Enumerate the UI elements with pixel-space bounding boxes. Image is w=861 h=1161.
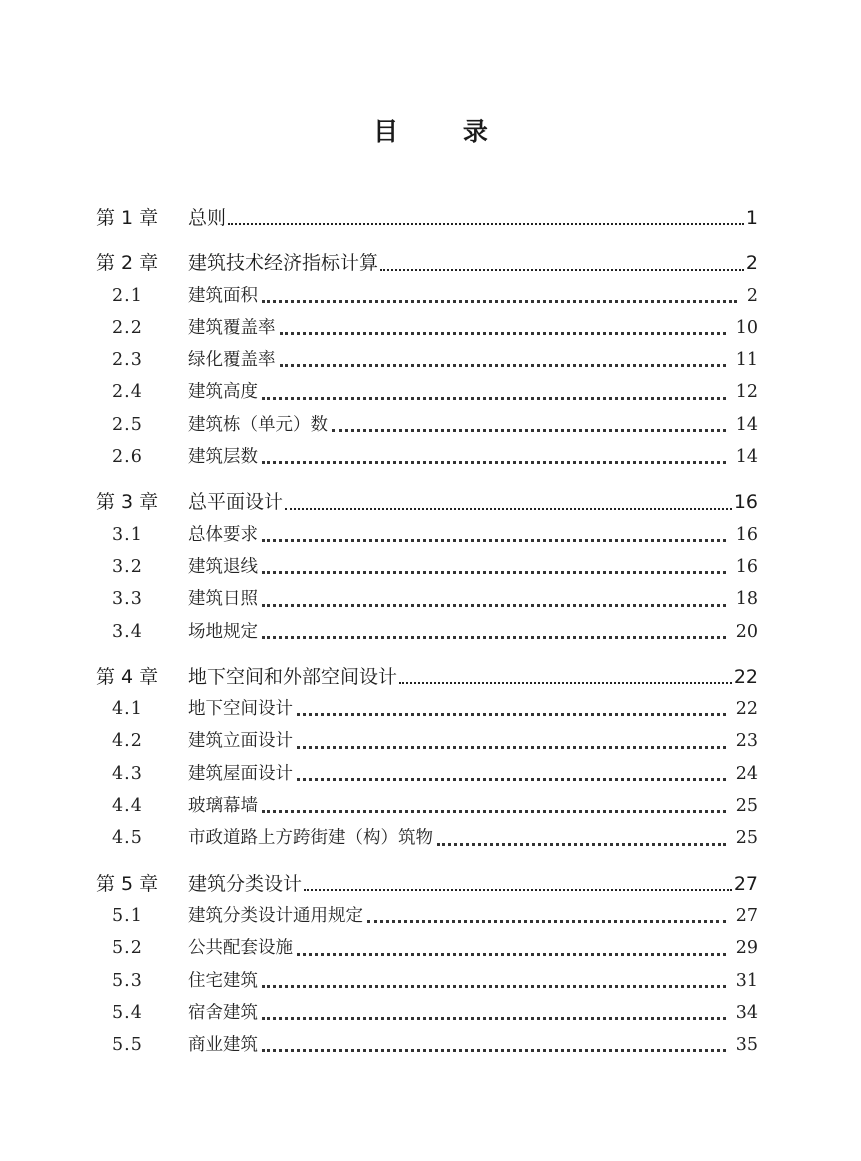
entry-title: 玻璃幕墙 <box>188 796 258 817</box>
toc-section-entry[interactable] <box>96 519 758 551</box>
section-number: 4.4 <box>112 796 143 817</box>
dot-leader <box>262 1049 726 1052</box>
toc-chapter-entry[interactable] <box>96 661 758 693</box>
section-number: 4.5 <box>112 828 143 849</box>
toc-chapter-entry[interactable] <box>96 486 758 518</box>
section-number: 2.4 <box>112 382 143 403</box>
toc-section-entry[interactable] <box>96 616 758 648</box>
page-number: 14 <box>735 414 758 435</box>
page-number: 35 <box>735 1035 758 1056</box>
page-title: 目 录 <box>373 117 516 146</box>
toc-section-entry[interactable] <box>96 280 758 312</box>
chapter-number: 第 4 章 <box>96 665 159 688</box>
section-number: 4.1 <box>112 699 143 720</box>
entry-title: 建筑技术经济指标计算 <box>188 252 379 275</box>
toc-section-entry[interactable] <box>96 1029 758 1061</box>
page-number: 27 <box>735 905 758 926</box>
section-number: 5.1 <box>112 905 143 926</box>
chapter-number: 第 1 章 <box>96 207 159 229</box>
dot-leader <box>262 1017 726 1020</box>
toc-chapter-entry[interactable] <box>96 868 758 900</box>
section-number: 2.1 <box>112 285 143 306</box>
toc-section-entry[interactable] <box>96 441 758 473</box>
section-number: 4.3 <box>112 763 143 784</box>
entry-title: 建筑日照 <box>188 589 258 610</box>
toc-section-entry[interactable] <box>96 409 758 441</box>
page-number: 34 <box>735 1002 758 1023</box>
entry-title: 建筑分类设计通用规定 <box>188 905 363 926</box>
toc-section-entry[interactable] <box>96 583 758 615</box>
dot-leader <box>367 920 726 923</box>
dot-leader <box>380 269 744 271</box>
dot-leader <box>297 778 726 781</box>
toc-section-entry[interactable] <box>96 725 758 757</box>
entry-title: 市政道路上方跨街建（构）筑物 <box>188 828 433 849</box>
section-number: 5.3 <box>112 970 143 991</box>
toc-section-entry[interactable] <box>96 312 758 344</box>
toc-section-entry[interactable] <box>96 965 758 997</box>
entry-title: 地下空间和外部空间设计 <box>188 665 398 688</box>
table-of-contents <box>96 202 758 1061</box>
page-number: 25 <box>735 828 758 849</box>
entry-title: 住宅建筑 <box>188 970 258 991</box>
section-number: 3.2 <box>112 556 143 577</box>
dot-leader <box>437 843 726 846</box>
entry-title: 建筑覆盖率 <box>188 317 276 338</box>
dot-leader <box>262 571 726 574</box>
page-number: 31 <box>735 970 758 991</box>
section-number: 5.2 <box>112 938 143 959</box>
dot-leader <box>262 636 726 639</box>
dot-leader <box>262 604 726 607</box>
toc-section-entry[interactable] <box>96 551 758 583</box>
toc-section-entry[interactable] <box>96 344 758 376</box>
section-number: 2.2 <box>112 317 143 338</box>
entry-title: 建筑栋（单元）数 <box>188 414 328 435</box>
toc-chapter-entry[interactable] <box>96 202 758 234</box>
dot-leader <box>297 746 726 749</box>
entry-title: 商业建筑 <box>188 1035 258 1056</box>
page-number: 16 <box>735 556 758 577</box>
section-number: 4.2 <box>112 731 143 752</box>
entry-title: 建筑面积 <box>188 285 258 306</box>
page-number: 16 <box>735 524 758 545</box>
dot-leader <box>297 953 726 956</box>
entry-title: 公共配套设施 <box>188 938 293 959</box>
entry-title: 场地规定 <box>188 621 258 642</box>
dot-leader <box>285 508 732 510</box>
page-number: 25 <box>735 796 758 817</box>
section-number: 2.3 <box>112 350 143 371</box>
dot-leader <box>262 300 737 303</box>
dot-leader <box>262 985 726 988</box>
page-number: 27 <box>733 872 758 895</box>
section-number: 3.3 <box>112 589 143 610</box>
section-number: 5.5 <box>112 1035 143 1056</box>
section-number: 5.4 <box>112 1002 143 1023</box>
toc-section-entry[interactable] <box>96 376 758 408</box>
dot-leader <box>332 429 726 432</box>
entry-title: 绿化覆盖率 <box>188 350 276 371</box>
dot-leader <box>304 889 732 891</box>
chapter-number: 第 3 章 <box>96 491 159 514</box>
page-number: 20 <box>735 621 758 642</box>
entry-title: 总平面设计 <box>188 491 284 514</box>
section-number: 2.6 <box>112 447 143 468</box>
page-number: 22 <box>733 665 758 688</box>
dot-leader <box>262 397 726 400</box>
page-number: 16 <box>733 491 758 514</box>
page-number: 24 <box>735 763 758 784</box>
toc-section-entry[interactable] <box>96 790 758 822</box>
page-number: 11 <box>735 350 758 371</box>
entry-title: 建筑分类设计 <box>188 872 303 895</box>
toc-chapter-entry[interactable] <box>96 247 758 279</box>
toc-section-entry[interactable] <box>96 900 758 932</box>
page-number: 1 <box>745 207 758 229</box>
entry-title: 建筑高度 <box>188 382 258 403</box>
toc-section-entry[interactable] <box>96 758 758 790</box>
entry-title: 宿舍建筑 <box>188 1002 258 1023</box>
page-number: 12 <box>735 382 758 403</box>
section-number: 3.4 <box>112 621 143 642</box>
section-number: 2.5 <box>112 414 143 435</box>
dot-leader <box>280 364 726 367</box>
page-number: 29 <box>735 938 758 959</box>
entry-title: 总体要求 <box>188 524 258 545</box>
section-number: 3.1 <box>112 524 143 545</box>
chapter-number: 第 5 章 <box>96 872 159 895</box>
toc-section-entry[interactable] <box>96 693 758 725</box>
page-number: 23 <box>735 731 758 752</box>
entry-title: 建筑退线 <box>188 556 258 577</box>
dot-leader <box>262 810 726 813</box>
page-number: 18 <box>735 589 758 610</box>
entry-title: 建筑层数 <box>188 447 258 468</box>
dot-leader <box>228 223 744 225</box>
toc-section-entry[interactable] <box>96 997 758 1029</box>
entry-title: 建筑立面设计 <box>188 731 293 752</box>
dot-leader <box>280 332 726 335</box>
dot-leader <box>399 682 732 684</box>
entry-title: 总则 <box>188 207 227 229</box>
toc-section-entry[interactable] <box>96 822 758 854</box>
toc-section-entry[interactable] <box>96 932 758 964</box>
page-number: 14 <box>735 447 758 468</box>
page-number: 10 <box>735 317 758 338</box>
dot-leader <box>262 461 726 464</box>
page-number: 2 <box>745 252 758 275</box>
page-number: 2 <box>746 285 758 306</box>
chapter-number: 第 2 章 <box>96 252 159 275</box>
entry-title: 地下空间设计 <box>188 699 293 720</box>
dot-leader <box>297 713 726 716</box>
entry-title: 建筑屋面设计 <box>188 763 293 784</box>
page-number: 22 <box>735 699 758 720</box>
dot-leader <box>262 539 726 542</box>
